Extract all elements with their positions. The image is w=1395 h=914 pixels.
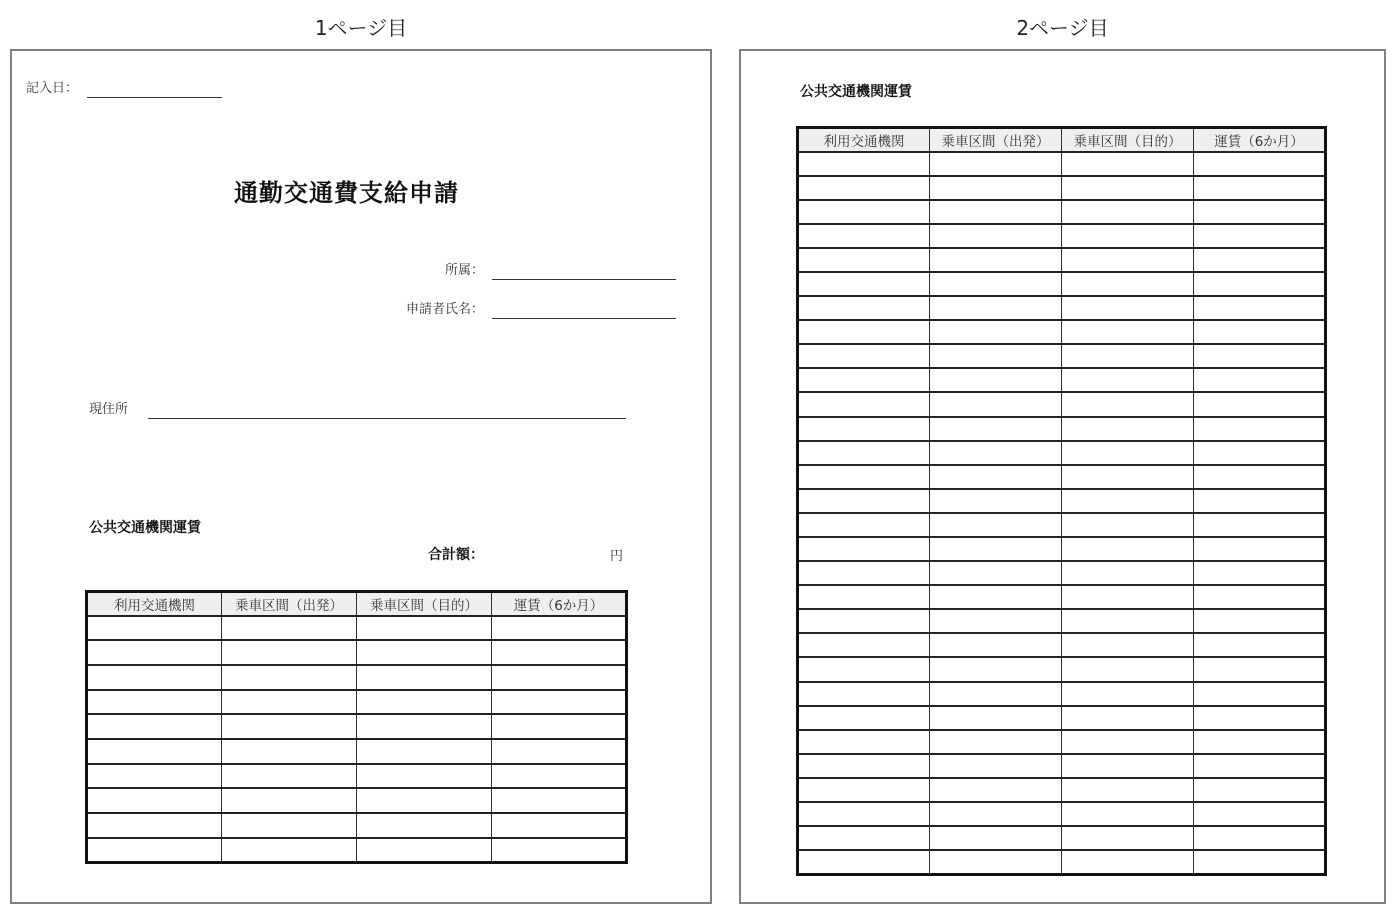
- cell-destination[interactable]: [1062, 200, 1194, 224]
- cell-transport[interactable]: [798, 489, 930, 513]
- cell-destination[interactable]: [1062, 585, 1194, 609]
- cell-departure[interactable]: [930, 609, 1062, 633]
- cell-fare[interactable]: [1194, 730, 1326, 754]
- cell-destination[interactable]: [1062, 537, 1194, 561]
- cell-destination[interactable]: [1062, 609, 1194, 633]
- cell-departure[interactable]: [930, 441, 1062, 465]
- cell-fare[interactable]: [492, 838, 627, 863]
- cell-transport[interactable]: [798, 368, 930, 392]
- cell-transport[interactable]: [87, 640, 222, 665]
- cell-fare[interactable]: [1194, 441, 1326, 465]
- cell-departure[interactable]: [930, 754, 1062, 778]
- cell-destination[interactable]: [1062, 802, 1194, 826]
- section-heading-fares: 公共交通機関運賃: [89, 520, 201, 536]
- cell-fare[interactable]: [492, 714, 627, 739]
- cell-destination[interactable]: [357, 665, 492, 690]
- cell-departure[interactable]: [222, 665, 357, 690]
- cell-fare[interactable]: [492, 616, 627, 641]
- table-row: [798, 152, 1326, 176]
- cell-departure[interactable]: [930, 344, 1062, 368]
- cell-departure[interactable]: [222, 714, 357, 739]
- cell-departure[interactable]: [930, 850, 1062, 874]
- table-row: [798, 513, 1326, 537]
- cell-fare[interactable]: [1194, 706, 1326, 730]
- total-unit: 円: [610, 549, 624, 564]
- table-row: [798, 585, 1326, 609]
- table-row: [798, 368, 1326, 392]
- table-row: [798, 633, 1326, 657]
- table-row: [798, 850, 1326, 874]
- cell-transport[interactable]: [798, 826, 930, 850]
- cell-departure[interactable]: [930, 248, 1062, 272]
- cell-departure[interactable]: [222, 813, 357, 838]
- cell-destination[interactable]: [1062, 826, 1194, 850]
- cell-destination[interactable]: [1062, 320, 1194, 344]
- cell-departure[interactable]: [930, 272, 1062, 296]
- cell-transport[interactable]: [87, 690, 222, 715]
- cell-destination[interactable]: [1062, 368, 1194, 392]
- cell-departure[interactable]: [930, 296, 1062, 320]
- cell-transport[interactable]: [87, 764, 222, 789]
- cell-departure[interactable]: [930, 633, 1062, 657]
- cell-destination[interactable]: [357, 788, 492, 813]
- cell-fare[interactable]: [1194, 248, 1326, 272]
- cell-departure[interactable]: [930, 368, 1062, 392]
- table-header-row: [798, 128, 1326, 152]
- cell-fare[interactable]: [492, 665, 627, 690]
- cell-departure[interactable]: [930, 561, 1062, 585]
- cell-transport[interactable]: [87, 838, 222, 863]
- cell-fare[interactable]: [492, 640, 627, 665]
- table-row: [798, 537, 1326, 561]
- cell-fare[interactable]: [1194, 200, 1326, 224]
- cell-destination[interactable]: [1062, 392, 1194, 416]
- cell-transport[interactable]: [798, 441, 930, 465]
- cell-destination[interactable]: [1062, 296, 1194, 320]
- cell-transport[interactable]: [798, 585, 930, 609]
- cell-destination[interactable]: [357, 690, 492, 715]
- cell-departure[interactable]: [222, 616, 357, 641]
- cell-departure[interactable]: [930, 802, 1062, 826]
- cell-departure[interactable]: [222, 739, 357, 764]
- table-row: [798, 682, 1326, 706]
- cell-destination[interactable]: [1062, 633, 1194, 657]
- cell-transport[interactable]: [798, 802, 930, 826]
- cell-fare[interactable]: [1194, 802, 1326, 826]
- cell-destination[interactable]: [1062, 224, 1194, 248]
- cell-destination[interactable]: [357, 739, 492, 764]
- cell-fare[interactable]: [1194, 754, 1326, 778]
- cell-fare[interactable]: [1194, 609, 1326, 633]
- cell-fare[interactable]: [1194, 585, 1326, 609]
- cell-transport[interactable]: [798, 272, 930, 296]
- cell-departure[interactable]: [930, 537, 1062, 561]
- cell-transport[interactable]: [87, 813, 222, 838]
- page-1-label: 1ページ目: [314, 16, 408, 40]
- table-row: [87, 739, 627, 764]
- cell-destination[interactable]: [1062, 513, 1194, 537]
- cell-departure[interactable]: [930, 224, 1062, 248]
- table-row: [798, 754, 1326, 778]
- table-row: [798, 176, 1326, 200]
- section-heading-fares: 公共交通機関運賃: [800, 84, 912, 100]
- column-header-transport: 利用交通機関: [798, 128, 930, 152]
- cell-departure[interactable]: [222, 640, 357, 665]
- cell-transport[interactable]: [798, 392, 930, 416]
- cell-transport[interactable]: [798, 778, 930, 802]
- cell-departure[interactable]: [222, 690, 357, 715]
- cell-fare[interactable]: [1194, 296, 1326, 320]
- cell-fare[interactable]: [1194, 561, 1326, 585]
- applicant-name-field[interactable]: [492, 298, 676, 319]
- cell-departure[interactable]: [930, 513, 1062, 537]
- cell-transport[interactable]: [798, 513, 930, 537]
- table-row: [798, 344, 1326, 368]
- column-header-destination: 乗車区間（目的）: [1062, 128, 1194, 152]
- cell-departure[interactable]: [930, 320, 1062, 344]
- page-2: [739, 49, 1386, 904]
- cell-transport[interactable]: [798, 537, 930, 561]
- cell-destination[interactable]: [1062, 850, 1194, 874]
- entry-date-label: 記入日：: [26, 81, 79, 96]
- cell-destination[interactable]: [1062, 730, 1194, 754]
- cell-destination[interactable]: [1062, 489, 1194, 513]
- cell-transport[interactable]: [798, 682, 930, 706]
- cell-departure[interactable]: [222, 838, 357, 863]
- cell-fare[interactable]: [492, 739, 627, 764]
- cell-destination[interactable]: [1062, 152, 1194, 176]
- table-row: [798, 657, 1326, 681]
- cell-transport[interactable]: [87, 665, 222, 690]
- table-row: [87, 813, 627, 838]
- table-row: [87, 714, 627, 739]
- cell-destination[interactable]: [1062, 344, 1194, 368]
- cell-departure[interactable]: [930, 730, 1062, 754]
- cell-departure[interactable]: [930, 826, 1062, 850]
- column-header-destination: 乗車区間（目的）: [357, 592, 492, 616]
- cell-transport[interactable]: [87, 714, 222, 739]
- cell-destination[interactable]: [357, 714, 492, 739]
- page-2-label: 2ページ目: [1016, 16, 1109, 40]
- cell-destination[interactable]: [1062, 706, 1194, 730]
- cell-fare[interactable]: [1194, 657, 1326, 681]
- column-header-departure: 乗車区間（出発）: [222, 592, 357, 616]
- table-row: [87, 616, 627, 641]
- cell-fare[interactable]: [1194, 272, 1326, 296]
- cell-transport[interactable]: [798, 200, 930, 224]
- column-header-transport: 利用交通機関: [87, 592, 222, 616]
- cell-departure[interactable]: [930, 682, 1062, 706]
- table-header-row: [87, 592, 627, 616]
- cell-fare[interactable]: [1194, 850, 1326, 874]
- table-row: [798, 200, 1326, 224]
- column-header-fare: 運賃（6か月）: [492, 592, 627, 616]
- table-row: [798, 417, 1326, 441]
- cell-destination[interactable]: [357, 764, 492, 789]
- cell-fare[interactable]: [1194, 344, 1326, 368]
- cell-departure[interactable]: [930, 152, 1062, 176]
- cell-transport[interactable]: [87, 788, 222, 813]
- cell-departure[interactable]: [930, 417, 1062, 441]
- cell-transport[interactable]: [798, 248, 930, 272]
- cell-transport[interactable]: [87, 739, 222, 764]
- table-row: [798, 730, 1326, 754]
- column-header-departure: 乗車区間（出発）: [930, 128, 1062, 152]
- cell-transport[interactable]: [798, 417, 930, 441]
- cell-transport[interactable]: [798, 706, 930, 730]
- table-row: [798, 248, 1326, 272]
- cell-fare[interactable]: [492, 764, 627, 789]
- cell-transport[interactable]: [798, 152, 930, 176]
- cell-fare[interactable]: [492, 788, 627, 813]
- cell-departure[interactable]: [930, 585, 1062, 609]
- table-row: [798, 561, 1326, 585]
- page-1: [10, 49, 712, 904]
- table-row: [798, 778, 1326, 802]
- cell-fare[interactable]: [1194, 682, 1326, 706]
- cell-destination[interactable]: [357, 838, 492, 863]
- table-row: [87, 838, 627, 863]
- table-row: [87, 788, 627, 813]
- cell-fare[interactable]: [1194, 417, 1326, 441]
- cell-departure[interactable]: [222, 788, 357, 813]
- table-row: [87, 690, 627, 715]
- cell-transport[interactable]: [798, 344, 930, 368]
- cell-transport[interactable]: [798, 296, 930, 320]
- entry-date-field[interactable]: [87, 77, 222, 98]
- cell-departure[interactable]: [930, 465, 1062, 489]
- fare-table-page-2: [796, 126, 1327, 876]
- column-header-fare: 運賃（6か月）: [1194, 128, 1326, 152]
- table-row: [87, 764, 627, 789]
- table-row: [798, 272, 1326, 296]
- cell-transport[interactable]: [798, 224, 930, 248]
- cell-destination[interactable]: [1062, 272, 1194, 296]
- cell-destination[interactable]: [357, 813, 492, 838]
- total-amount-field[interactable]: [492, 544, 612, 562]
- cell-transport[interactable]: [798, 633, 930, 657]
- cell-transport[interactable]: [798, 850, 930, 874]
- total-label: 合計額：: [428, 547, 484, 563]
- affiliation-label: 所属：: [444, 263, 484, 278]
- table-row: [798, 224, 1326, 248]
- cell-fare[interactable]: [1194, 633, 1326, 657]
- cell-transport[interactable]: [87, 616, 222, 641]
- cell-departure[interactable]: [930, 200, 1062, 224]
- cell-departure[interactable]: [930, 392, 1062, 416]
- cell-transport[interactable]: [798, 609, 930, 633]
- cell-destination[interactable]: [1062, 465, 1194, 489]
- cell-destination[interactable]: [1062, 778, 1194, 802]
- cell-destination[interactable]: [1062, 441, 1194, 465]
- table-row: [798, 441, 1326, 465]
- cell-fare[interactable]: [1194, 465, 1326, 489]
- cell-fare[interactable]: [1194, 224, 1326, 248]
- cell-fare[interactable]: [1194, 537, 1326, 561]
- applicant-name-label: 申請者氏名：: [405, 302, 484, 317]
- cell-transport[interactable]: [798, 657, 930, 681]
- table-row: [798, 465, 1326, 489]
- cell-departure[interactable]: [930, 706, 1062, 730]
- cell-fare[interactable]: [1194, 513, 1326, 537]
- table-row: [798, 392, 1326, 416]
- cell-destination[interactable]: [1062, 754, 1194, 778]
- cell-transport[interactable]: [798, 320, 930, 344]
- cell-fare[interactable]: [1194, 176, 1326, 200]
- cell-fare[interactable]: [1194, 826, 1326, 850]
- table-row: [798, 609, 1326, 633]
- cell-destination[interactable]: [1062, 682, 1194, 706]
- cell-destination[interactable]: [1062, 417, 1194, 441]
- cell-fare[interactable]: [1194, 489, 1326, 513]
- cell-fare[interactable]: [1194, 152, 1326, 176]
- document-title: 通勤交通費支給申請: [234, 179, 459, 207]
- table-row: [798, 802, 1326, 826]
- cell-transport[interactable]: [798, 730, 930, 754]
- cell-departure[interactable]: [930, 657, 1062, 681]
- cell-destination[interactable]: [1062, 248, 1194, 272]
- cell-transport[interactable]: [798, 176, 930, 200]
- table-row: [798, 489, 1326, 513]
- fare-table-page-1: [85, 590, 628, 864]
- table-row: [798, 296, 1326, 320]
- cell-destination[interactable]: [1062, 561, 1194, 585]
- cell-transport[interactable]: [798, 754, 930, 778]
- cell-fare[interactable]: [1194, 368, 1326, 392]
- cell-destination[interactable]: [357, 640, 492, 665]
- cell-transport[interactable]: [798, 465, 930, 489]
- cell-departure[interactable]: [930, 489, 1062, 513]
- cell-destination[interactable]: [1062, 657, 1194, 681]
- cell-fare[interactable]: [1194, 392, 1326, 416]
- cell-fare[interactable]: [492, 690, 627, 715]
- cell-destination[interactable]: [1062, 176, 1194, 200]
- cell-transport[interactable]: [798, 561, 930, 585]
- table-row: [798, 320, 1326, 344]
- cell-fare[interactable]: [1194, 778, 1326, 802]
- affiliation-field[interactable]: [492, 259, 676, 280]
- cell-departure[interactable]: [222, 764, 357, 789]
- cell-departure[interactable]: [930, 778, 1062, 802]
- table-row: [87, 665, 627, 690]
- cell-departure[interactable]: [930, 176, 1062, 200]
- cell-fare[interactable]: [492, 813, 627, 838]
- table-row: [798, 706, 1326, 730]
- address-label: 現住所: [89, 402, 129, 417]
- table-row: [798, 826, 1326, 850]
- address-field[interactable]: [148, 398, 626, 419]
- cell-fare[interactable]: [1194, 320, 1326, 344]
- cell-destination[interactable]: [357, 616, 492, 641]
- table-row: [87, 640, 627, 665]
